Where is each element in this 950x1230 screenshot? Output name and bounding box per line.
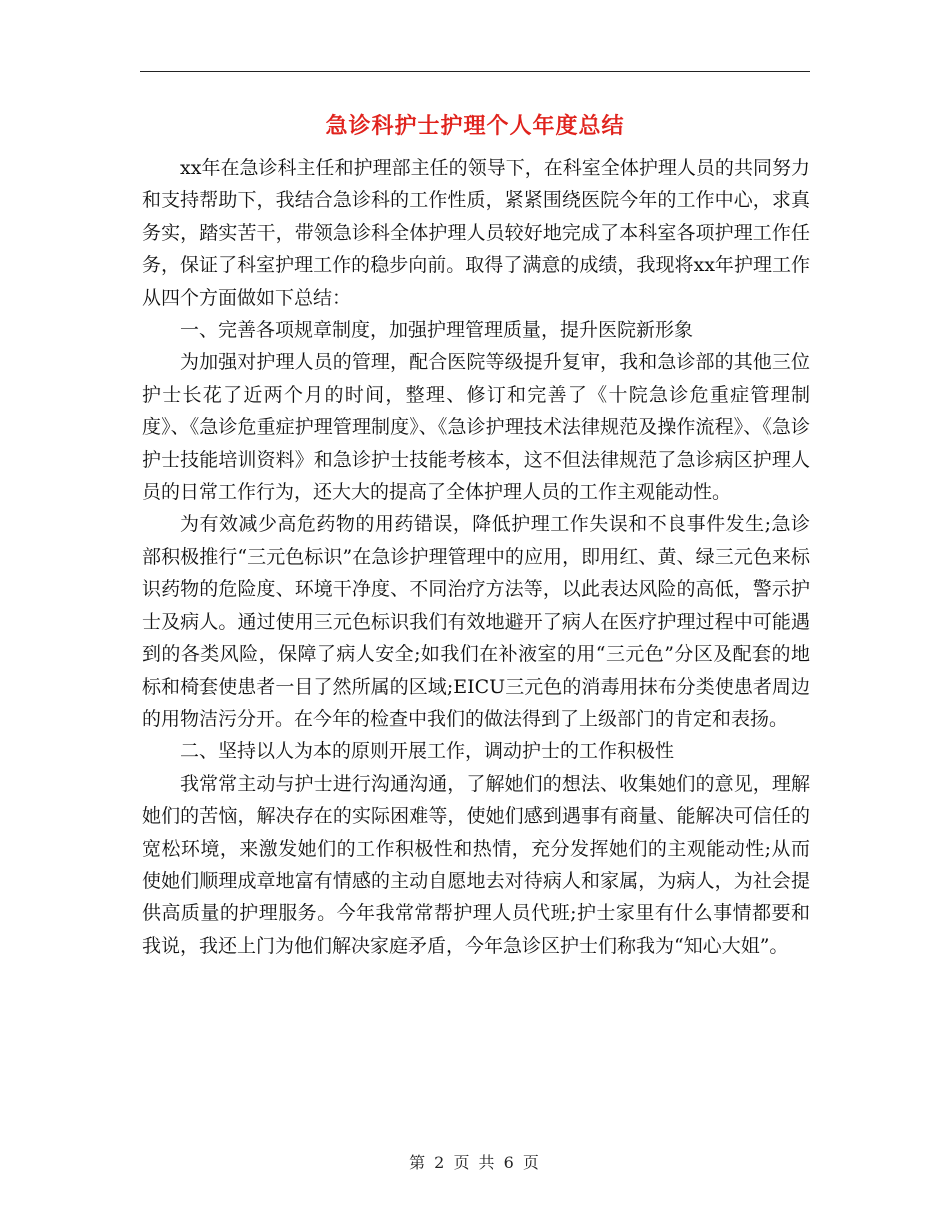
page-number: 第 2 页 共 6 页: [409, 1153, 541, 1172]
paragraph-intro: xx年在急诊科主任和护理部主任的领导下，在科室全体护理人员的共同努力和支持帮助下，我结合急诊科的工作性质，紧紧围绕医院今年的工作中心，求真务实，踏实苦干，带领急诊科全体护理人员较好地完成了本科室各项护理工作任务，保证了科室护理工作的稳步向前。取得了满意的成绩，我现将xx年护理工作从四个方面做如下总结：: [142, 157, 810, 309]
section-heading-1: 一、完善各项规章制度，加强护理管理质量，提升医院新形象: [180, 319, 694, 342]
paragraph-three-color: 为有效减少高危药物的用药错误，降低护理工作失误和不良事件发生;急诊部积极推行“三元色标识”在急诊护理管理中的应用，即用红、黄、绿三元色来标识药物的危险度、环境干净度、不同治疗方法等，以此表达风险的高低，警示护士及病人。通过使用三元色标识我们有效地避开了病人在医疗护理过程中可能遇到的各类风险，保障了病人安全;如我们在补液室的用“三元色”分区及配套的地标和椅套使患者一目了然所属的区域;EICU三元色的消毒用抹布分类使患者周边的用物洁污分开。在今年的检查中我们的做法得到了上级部门的肯定和表扬。: [142, 513, 810, 730]
paragraph-regulations: 为加强对护理人员的管理，配合医院等级提升复审，我和急诊部的其他三位护士长花了近两个月的时间，整理、修订和完善了《十院急诊危重症管理制度》、《急诊危重症护理管理制度》、《急诊护理技术法律规范及操作流程》、《急诊护士技能培训资料》和急诊护士技能考核本，这不但法律规范了急诊病区护理人员的日常工作行为，还大大的提高了全体护理人员的工作主观能动性。: [142, 351, 810, 504]
paragraph-communication: 我常常主动与护士进行沟通沟通，了解她们的想法、收集她们的意见，理解她们的苦恼，解决存在的实际困难等，使她们感到遇事有商量、能解决可信任的宽松环境，来激发她们的工作积极性和热情，充分发挥她们的主观能动性;从而使她们顺理成章地富有情感的主动自愿地去对待病人和家属，为病人，为社会提供高质量的护理服务。今年我常常帮护理人员代班;护士家里有什么事情都要和我说，我还上门为他们解决家庭矛盾，今年急诊区护士们称我为“知心大姐”。: [142, 772, 810, 957]
document-body: [142, 152, 810, 962]
header-rule: [140, 71, 810, 72]
section-heading-2: 二、坚持以人为本的原则开展工作，调动护士的工作积极性: [180, 740, 675, 763]
document-title: 急诊科护士护理个人年度总结: [325, 113, 625, 139]
